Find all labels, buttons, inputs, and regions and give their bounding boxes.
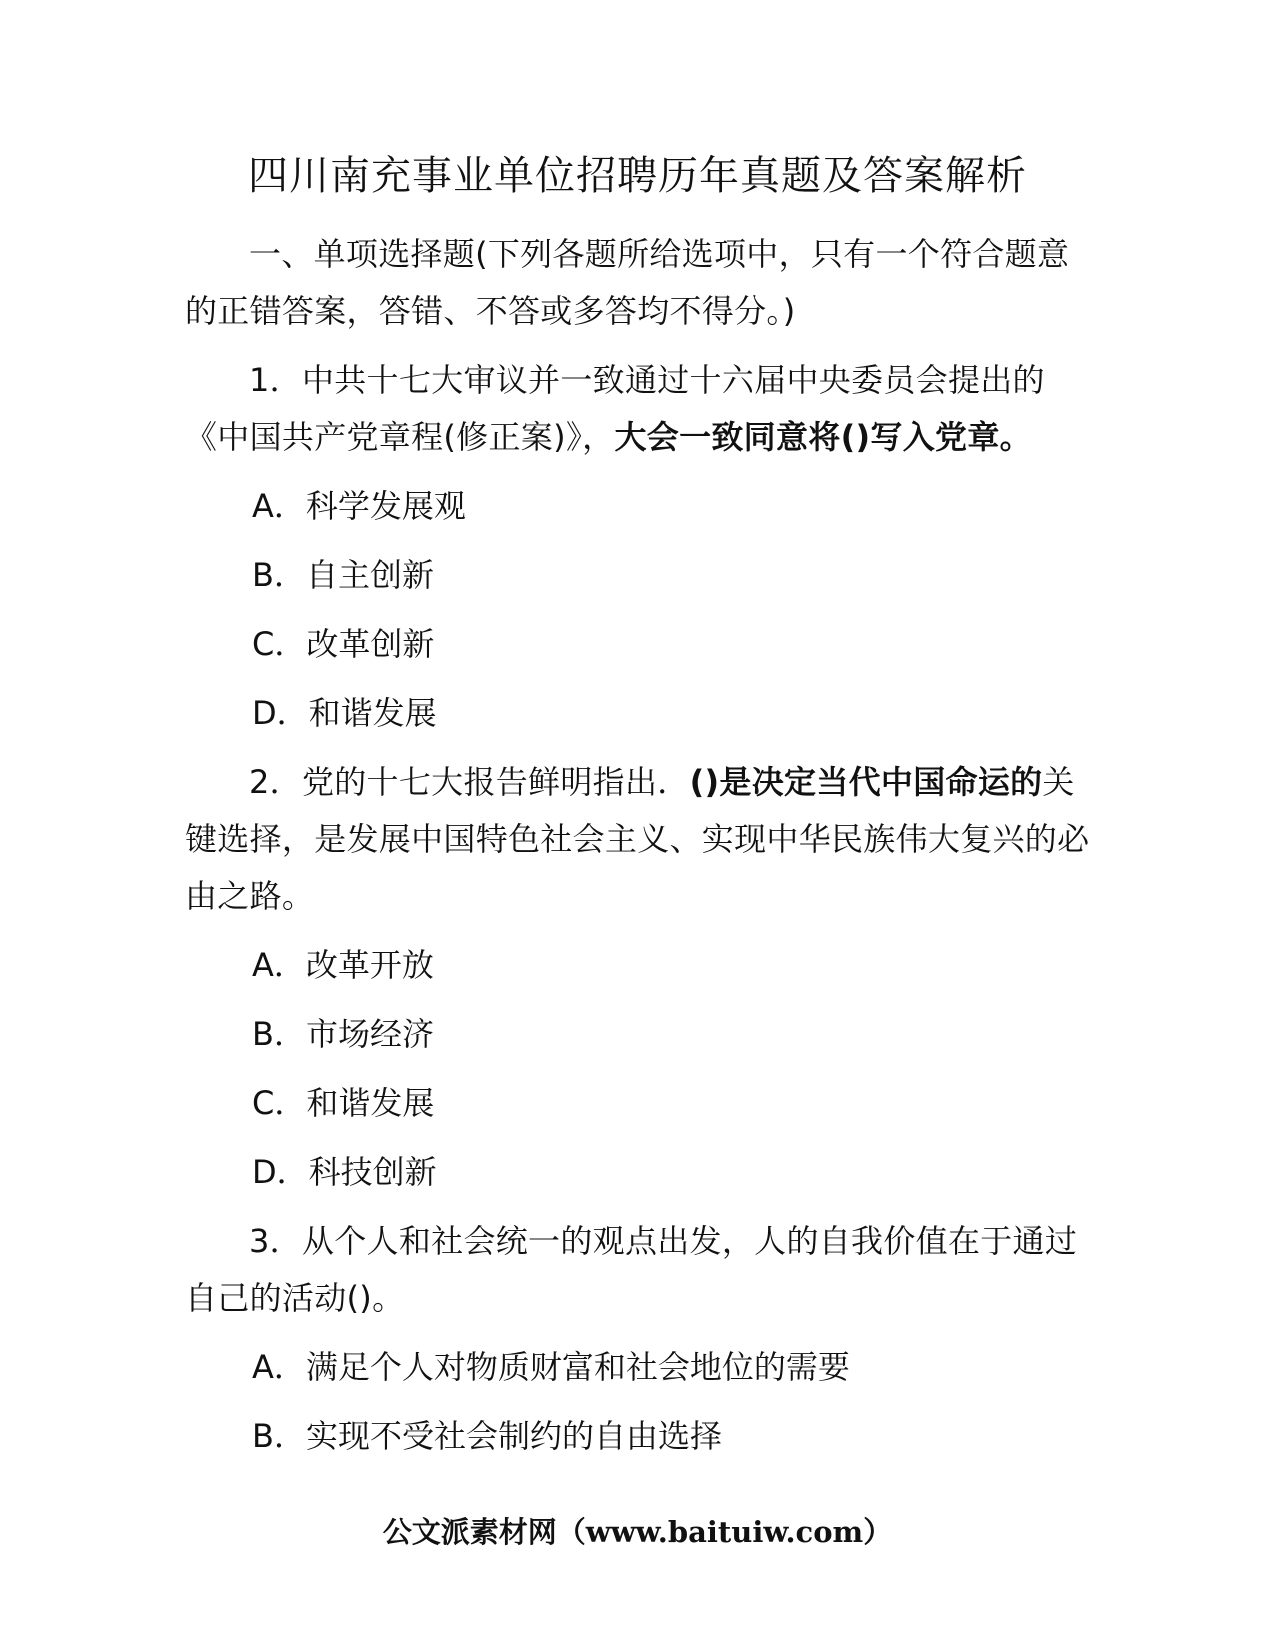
question-1-stem-emphasis: 大会一致同意将()写入党章。	[614, 418, 1032, 456]
question-3-option-b: B．实现不受社会制约的自由选择	[252, 1417, 722, 1455]
question-2-option-a: A．改革开放	[252, 946, 434, 984]
question-2-option-d: D．科技创新	[252, 1153, 437, 1191]
footer-watermark: 公文派素材网（www.baituiw.com）	[382, 1515, 893, 1549]
question-1-option-d: D．和谐发展	[252, 694, 437, 732]
question-3-option-a: A．满足个人对物质财富和社会地位的需要	[252, 1348, 850, 1386]
question-1-stem-text: 1．中共十七大审议并一致通过十六届中央委员会提出的《中国共产党章程(修正案)》，	[185, 361, 1045, 456]
question-1-stem	[185, 352, 1090, 466]
section-heading: 一、单项选择题(下列各题所给选项中，只有一个符合题意的正错答案，答错、不答或多答均不得分。)	[185, 235, 1070, 330]
question-1-option-c: C．改革创新	[252, 625, 435, 663]
question-1-option-a: A．科学发展观	[252, 487, 466, 525]
question-2-stem-emphasis: ()是决定当代中国命运的	[689, 763, 1043, 801]
question-2-stem-text: 2．党的十七大报告鲜明指出．	[249, 763, 690, 801]
question-3-stem: 3．从个人和社会统一的观点出发，人的自我价值在于通过自己的活动()。	[185, 1222, 1078, 1317]
question-2-stem-tail: 关键选择，是发展中国特色社会主义、实现中华民族伟大复兴的必由之路。	[185, 763, 1090, 915]
question-2-option-c: C．和谐发展	[252, 1084, 435, 1122]
question-2-option-b: B．市场经济	[252, 1015, 434, 1053]
document-title: 四川南充事业单位招聘历年真题及答案解析	[248, 153, 1027, 199]
question-2-stem	[185, 754, 1090, 925]
question-1-option-b: B．自主创新	[252, 556, 434, 594]
document-body	[185, 226, 1090, 1477]
